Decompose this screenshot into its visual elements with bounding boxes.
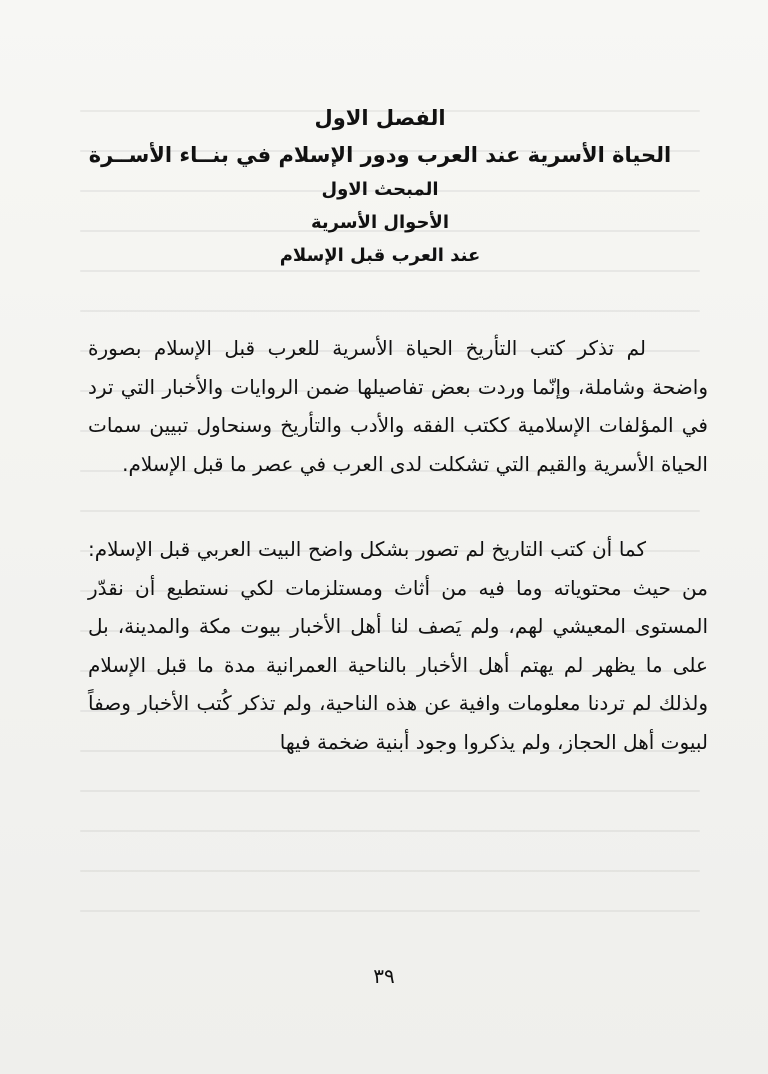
section-heading: المبحث الاول xyxy=(321,179,439,200)
subtopic-heading: عند العرب قبل الإسلام xyxy=(279,245,481,266)
chapter-headings xyxy=(60,108,700,280)
chapter-title: الحياة الأسرية عند العرب ودور الإسلام في بنــاء الأســرة xyxy=(88,143,672,167)
topic-heading: الأحوال الأسرية xyxy=(310,212,450,233)
chapter-heading: الفصل الاول xyxy=(314,106,446,130)
page-number: ٣٩ xyxy=(373,964,395,988)
body-paragraph: لم تذكر كتب التأريخ الحياة الأسرية للعرب قبل الإسلام بصورة واضحة وشاملة، وإنّما وردت بعض تفاصيلها ضمن الروايات والأخبار التي ترد في المؤلفات الإسلامية ككتب الفقه والأدب والتأريخ وسنحاول تبيين سمات الحياة الأسرية والقيم التي تشكلت لدى العرب في عصر ما قبل الإسلام. xyxy=(88,336,708,476)
body-paragraph: كما أن كتب التاريخ لم تصور بشكل واضح البيت العربي قبل الإسلام: من حيث محتوياته وما فيه من أثاث ومستلزمات لكي نستطيع أن نقدّر المستوى المعيشي لهم، ولم يَصف لنا أهل الأخبار بيوت مكة والمدينة، بل على ما يظهر لم يهتم أهل الأخبار بالناحية العمرانية مدة ما قبل الإسلام ولذلك لم تردنا معلومات وافية عن هذه الناحية، ولم تذكر كُتب الأخبار وصفاً لبيوت أهل الحجاز، ولم يذكروا وجود أبنية ضخمة فيها xyxy=(88,537,708,754)
